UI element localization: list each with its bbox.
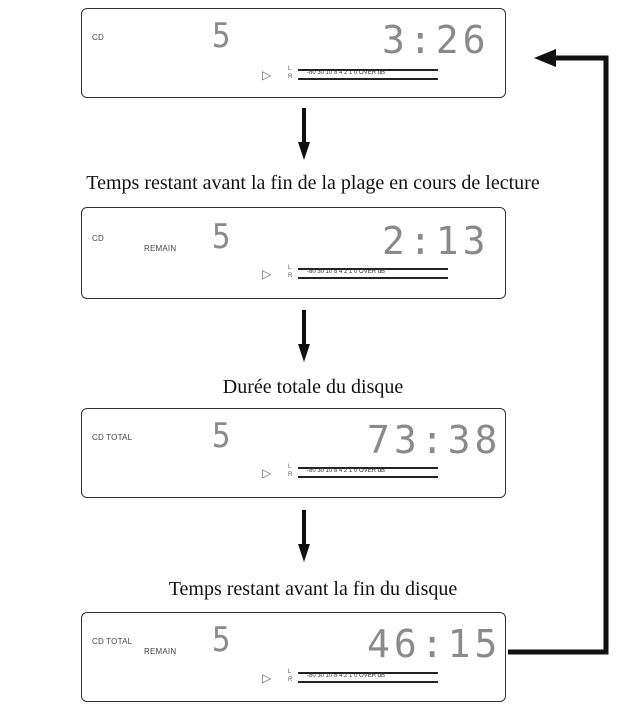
play-icon: ▷ xyxy=(262,671,272,685)
mode-label: REMAIN xyxy=(144,244,177,253)
play-icon: ▷ xyxy=(262,466,272,480)
source-label: CD TOTAL xyxy=(92,637,133,646)
source-label: CD TOTAL xyxy=(92,433,133,442)
source-label: CD xyxy=(92,234,104,243)
track-number: 5 xyxy=(212,620,231,660)
channel-markers: L R xyxy=(288,66,293,80)
caption-disc-remaining: Temps restant avant la fin du disque xyxy=(168,578,458,600)
play-icon: ▷ xyxy=(262,267,272,281)
track-number: 5 xyxy=(212,416,231,456)
track-number: 5 xyxy=(212,16,231,56)
track-number: 5 xyxy=(212,217,231,257)
time-readout: 2:13 xyxy=(382,219,490,263)
source-label: CD xyxy=(92,33,104,42)
channel-markers: L R xyxy=(288,669,293,683)
mode-label: REMAIN xyxy=(144,647,177,656)
meter-scale: -80 30 10 8 4 2 1 0 OVER dB xyxy=(307,70,386,76)
channel-markers: L R xyxy=(288,265,293,279)
caption-disc-total: Durée totale du disque xyxy=(222,376,404,398)
play-icon: ▷ xyxy=(262,68,272,82)
meter-scale: -80 30 10 8 4 2 1 0 OVER dB xyxy=(307,468,386,474)
meter-scale: -80 30 10 8 4 2 1 0 OVER dB xyxy=(307,269,386,275)
meter-scale: -80 30 10 8 4 2 1 0 OVER dB xyxy=(307,673,386,679)
time-readout: 3:26 xyxy=(382,18,490,62)
channel-markers: L R xyxy=(288,464,293,478)
time-readout: 46:15 xyxy=(367,622,502,666)
caption-track-remaining: Temps restant avant la fin de la plage en cours de lecture xyxy=(86,172,540,194)
time-readout: 73:38 xyxy=(367,418,502,462)
